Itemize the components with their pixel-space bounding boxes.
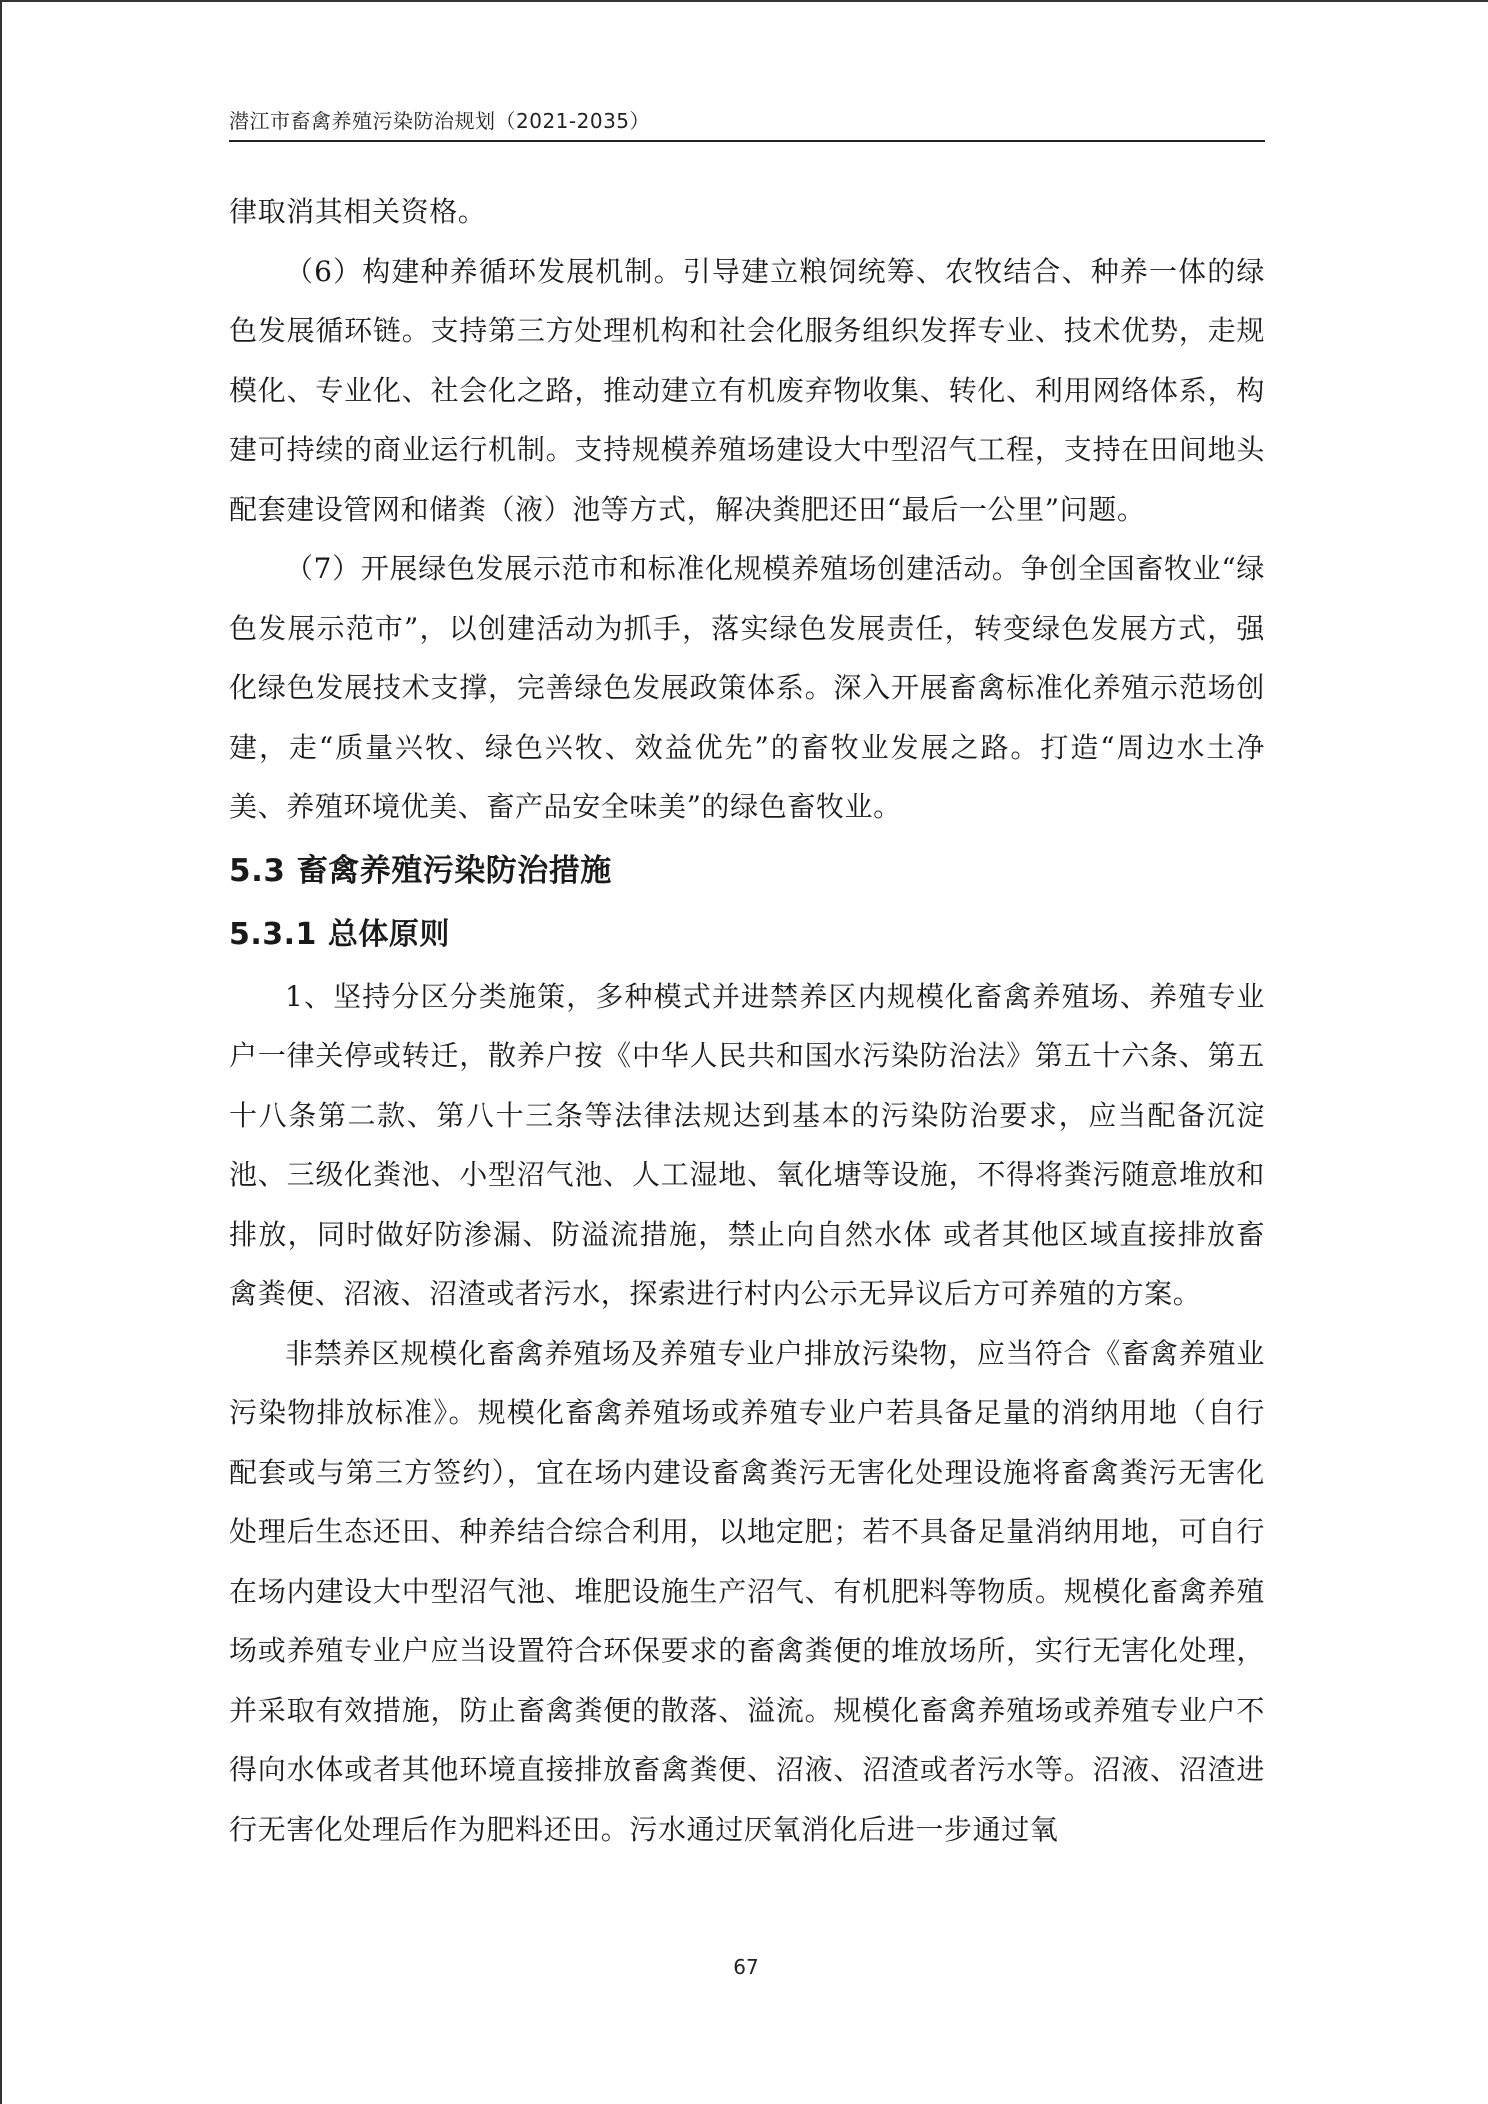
section-heading: 5.3 畜禽养殖污染防治措施 [229,852,612,889]
paragraph-item-7: （7）开展绿色发展示范市和标准化规模养殖场创建活动。争创全国畜牧业“绿色发展示范市”，以创建活动为抓手，落实绿色发展责任，转变绿色发展方式，强化绿色发展技术支撑，完善绿色发展政策体系。深入开展畜禽标准化养殖示范场创建，走“质量兴牧、绿色兴牧、效益优先”的畜牧业发展之路。打造“周边水土净美、养殖环境优美、畜产品安全味美”的绿色畜牧业。 [229,552,1265,823]
paragraph-item-6: （6）构建种养循环发展机制。引导建立粮饲统筹、农牧结合、种养一体的绿色发展循环链。支持第三方处理机构和社会化服务组织发挥专业、技术优势，走规模化、专业化、社会化之路，推动建立有机废弃物收集、转化、利用网络体系，构建可持续的商业运行机制。支持规模养殖场建设大中型沼气工程，支持在田间地头配套建设管网和储粪（液）池等方式，解决粪肥还田“最后一公里”问题。 [229,254,1265,526]
page-number: 67 [733,1955,759,1979]
paragraph-principle-1: 1、坚持分区分类施策，多种模式并进禁养区内规模化畜禽养殖场、养殖专业户一律关停或转迁，散养户按《中华人民共和国水污染防治法》第五十六条、第五十八条第二款、第八十三条等法律法规达到基本的污染防治要求，应当配备沉淀池、三级化粪池、小型沼气池、人工湿地、氧化塘等设施，不得将粪污随意堆放和排放，同时做好防渗漏、防溢流措施，禁止向自然水体 或者其他区域直接排放畜禽粪便、沼液、沼渣或者污水，探索进行村内公示无异议后方可养殖的方案。 [229,979,1265,1310]
running-header: 潜江市畜禽养殖污染防治规划（2021-2035） [229,106,1265,142]
page-body [229,182,1265,1859]
paragraph-continuation: 律取消其相关资格。 [229,195,487,228]
paragraph-non-prohibited-zone: 非禁养区规模化畜禽养殖场及养殖专业户排放污染物，应当符合《畜禽养殖业污染物排放标准》。规模化畜禽养殖场或养殖专业户若具备足量的消纳用地（自行配套或与第三方签约），宜在场内建设畜禽粪污无害化处理设施将畜禽粪污无害化处理后生态还田、种养结合综合利用，以地定肥；若不具备足量消纳用地，可自行在场内建设大中型沼气池、堆肥设施生产沼气、有机肥料等物质。规模化畜禽养殖场或养殖专业户应当设置符合环保要求的畜禽粪便的堆放场所，实行无害化处理，并采取有效措施，防止畜禽粪便的散落、溢流。规模化畜禽养殖场或养殖专业户不得向水体或者其他环境直接排放畜禽粪便、沼液、沼渣或者污水等。沼液、沼渣进行无害化处理后作为肥料还田。污水通过厌氧消化后进一步通过氧 [229,1336,1265,1846]
subsection-heading: 5.3.1 总体原则 [229,916,450,952]
